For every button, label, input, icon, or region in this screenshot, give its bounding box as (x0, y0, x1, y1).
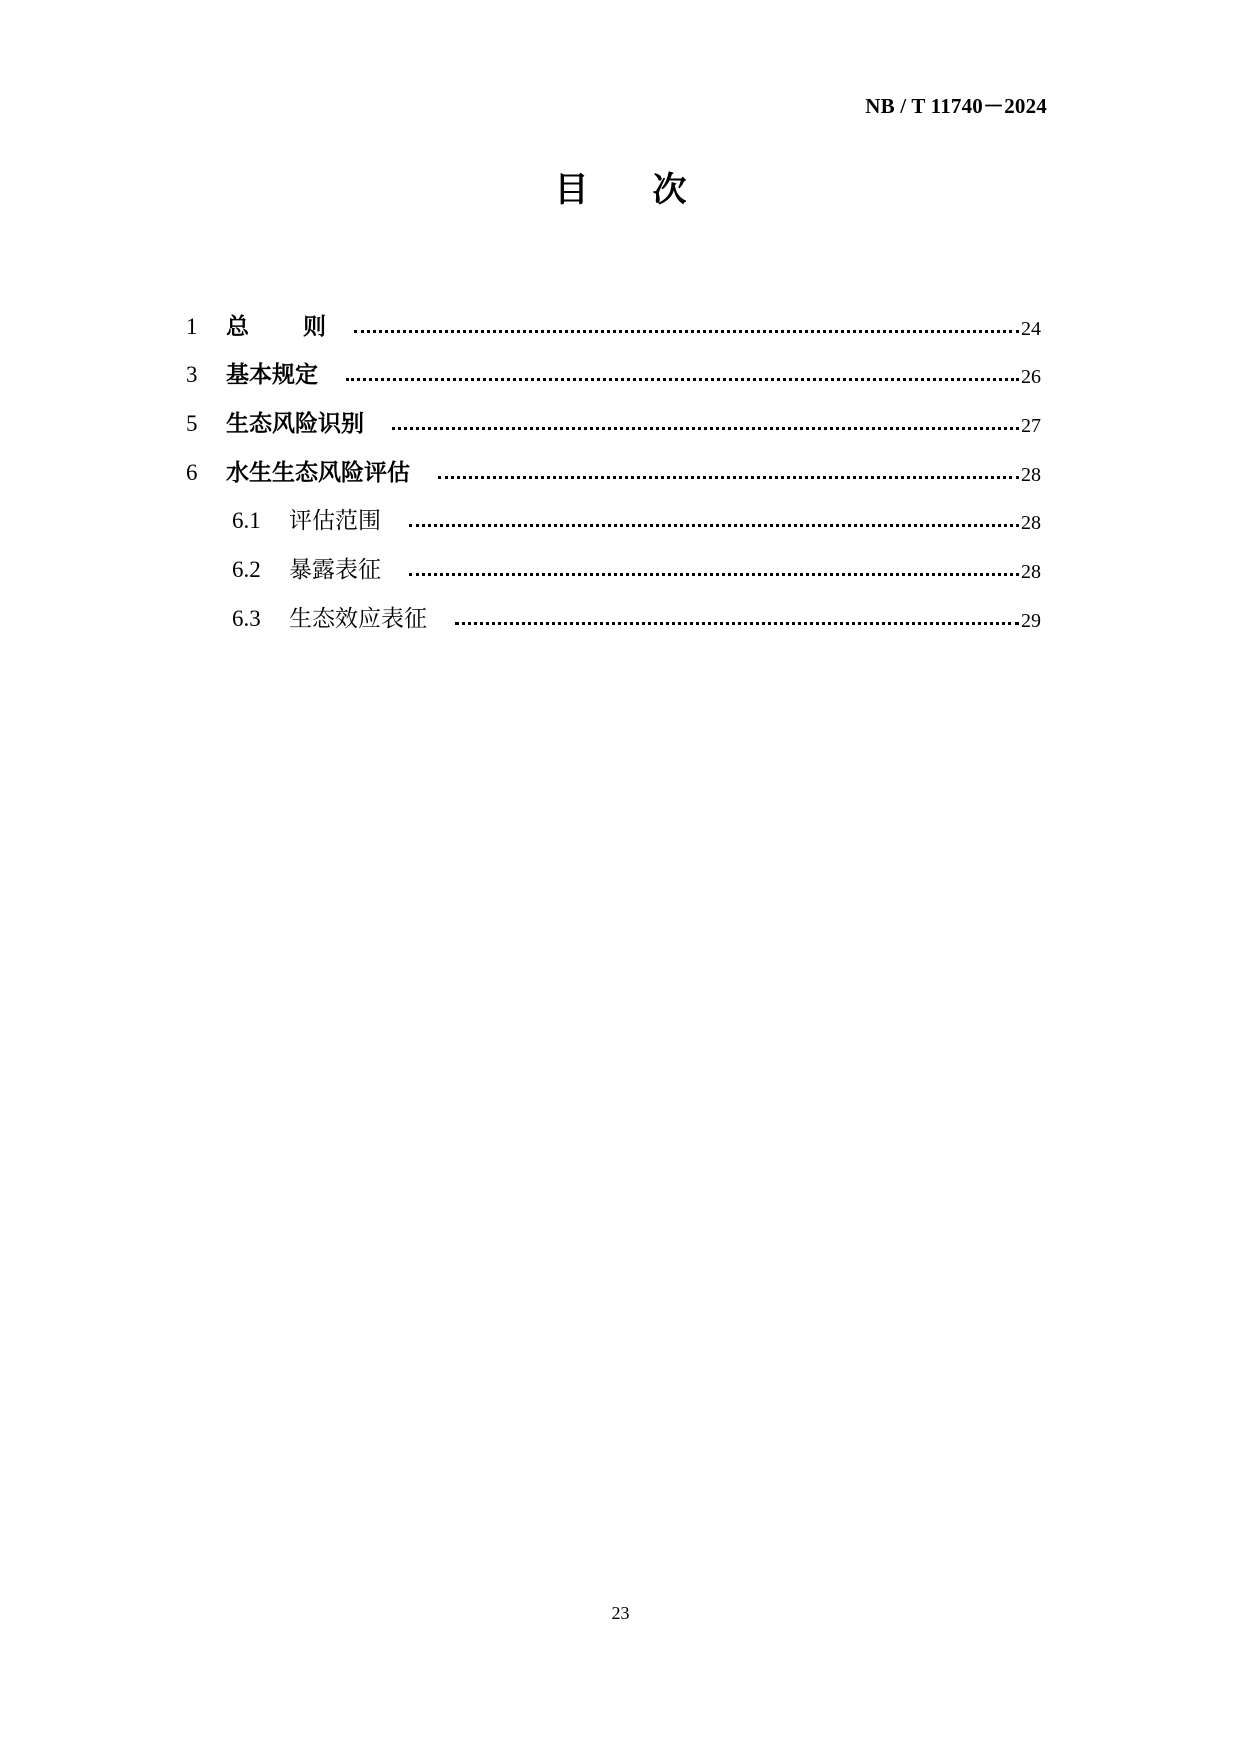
toc-entry-title: 生态效应表征 (289, 605, 427, 632)
toc-title-char-1: 目 (554, 170, 589, 210)
toc-entry-title: 评估范围 (289, 508, 381, 535)
toc-entry-number: 3 (186, 362, 198, 388)
toc-entry-page: 28 (1021, 463, 1041, 486)
dot-leader (455, 622, 1019, 625)
dot-leader (354, 330, 1019, 333)
toc-entry-6-2[interactable] (186, 536, 1041, 585)
toc-entry-number: 1 (186, 313, 198, 339)
toc-entry-6-1[interactable] (186, 488, 1041, 537)
toc-entry-3[interactable] (186, 342, 1041, 391)
dot-leader (346, 378, 1019, 381)
page-number: 23 (611, 1603, 630, 1623)
toc-entry-5[interactable] (186, 390, 1041, 439)
toc-entry-page: 24 (1021, 317, 1041, 340)
toc-entry-title: 水生生态风险评估 (226, 459, 410, 486)
dot-leader (438, 476, 1019, 479)
dot-leader (409, 573, 1019, 576)
toc-entry-number: 6.3 (232, 605, 261, 631)
toc-entry-page: 27 (1021, 415, 1041, 438)
toc-title (0, 170, 1241, 210)
toc-entry-1[interactable] (186, 293, 1041, 342)
toc-entry-title (226, 312, 326, 342)
toc-entry-page: 29 (1021, 609, 1041, 632)
toc-entry-number: 6.2 (232, 557, 261, 583)
toc-entry-6-3[interactable] (186, 585, 1041, 634)
table-of-contents (186, 293, 1041, 634)
toc-entry-page: 28 (1021, 512, 1041, 535)
toc-entry-title-part: 总 (226, 313, 249, 340)
toc-title-char-2: 次 (652, 170, 687, 210)
toc-entry-number: 5 (186, 411, 198, 437)
toc-entry-title-part: 则 (303, 313, 326, 340)
toc-entry-page: 28 (1021, 561, 1041, 584)
toc-entry-number: 6.1 (232, 508, 261, 534)
toc-entry-title: 基本规定 (226, 362, 318, 389)
toc-entry-6[interactable] (186, 439, 1041, 488)
toc-entry-title: 暴露表征 (289, 557, 381, 584)
toc-entry-number: 6 (186, 459, 198, 485)
toc-entry-title: 生态风险识别 (226, 411, 364, 438)
toc-entry-page: 26 (1021, 366, 1041, 389)
dot-leader (392, 427, 1019, 430)
dot-leader (409, 524, 1019, 527)
standard-number: NB / T 11740－2024 (865, 94, 1047, 118)
